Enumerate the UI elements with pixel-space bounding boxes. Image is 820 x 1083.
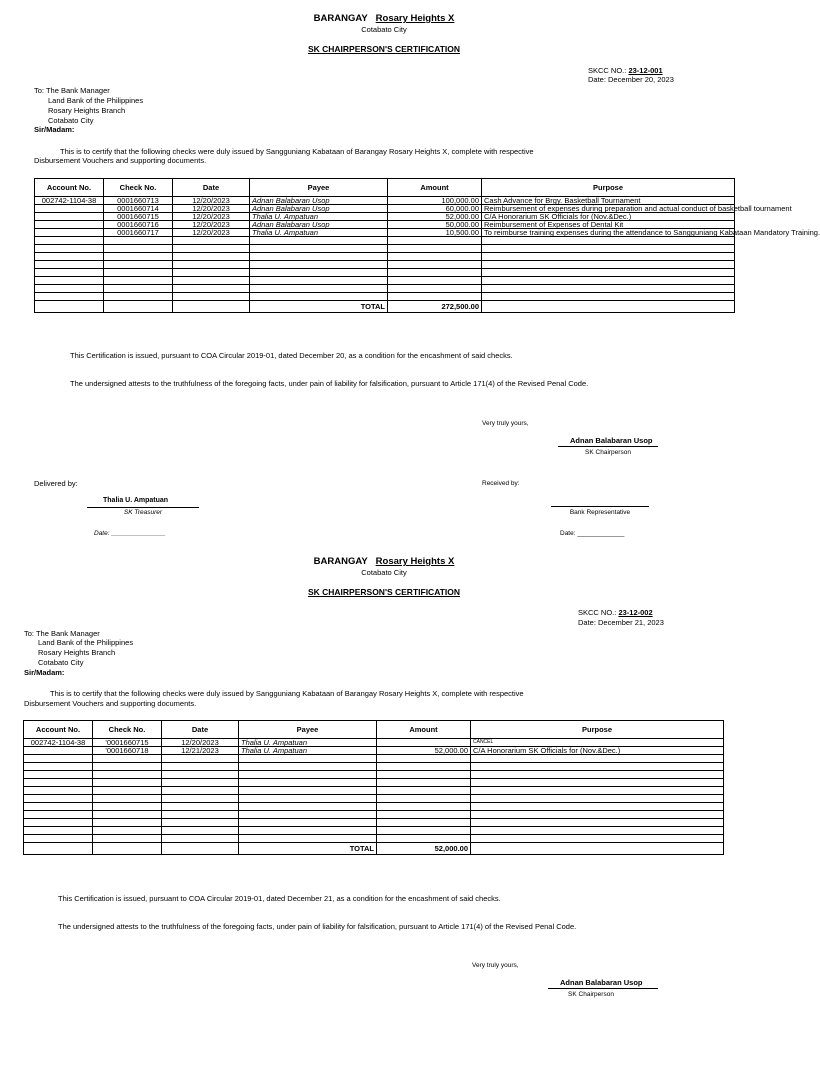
total-empty-cell <box>482 301 735 313</box>
signatory-name: Adnan Balabaran Usop <box>570 436 653 445</box>
address-city: Cotabato City <box>38 658 84 667</box>
cell-check-no <box>104 245 173 253</box>
cell-account-no <box>24 795 93 803</box>
address-branch: Rosary Heights Branch <box>38 648 116 657</box>
cell-amount: 60,000.00 <box>388 205 482 213</box>
cell-check-no <box>93 755 162 763</box>
certification-page-2 <box>0 543 768 1083</box>
table-header-row <box>24 721 724 739</box>
cell-account-no <box>35 285 104 293</box>
cell-check-no <box>93 787 162 795</box>
column-header-purpose: Purpose <box>471 721 724 739</box>
cell-date <box>173 253 250 261</box>
checks-table <box>34 178 820 313</box>
coa-paragraph: This Certification is issued, pursuant to COA Circular 2019-01, dated December 20, as a condition for the encashment of said checks. <box>70 351 513 360</box>
cell-check-no <box>93 811 162 819</box>
cell-purpose <box>471 787 724 795</box>
cell-purpose <box>471 779 724 787</box>
cell-check-no <box>93 835 162 843</box>
cell-account-no <box>35 245 104 253</box>
cell-date <box>173 261 250 269</box>
cell-payee: Adnan Balabaran Usop <box>250 205 388 213</box>
cell-amount: 52,000.00 <box>388 213 482 221</box>
cell-amount <box>377 787 471 795</box>
cell-check-no <box>93 763 162 771</box>
column-header-date: Date <box>173 179 250 197</box>
signatory-line <box>558 446 658 447</box>
treasurer-line <box>87 507 199 508</box>
cell-purpose <box>471 811 724 819</box>
cell-date <box>173 269 250 277</box>
salutation: Sir/Madam: <box>34 125 75 134</box>
certification-page-1 <box>0 0 820 540</box>
cell-amount <box>377 771 471 779</box>
cell-payee <box>239 771 377 779</box>
total-value: 272,500.00 <box>388 301 482 313</box>
cell-purpose <box>482 245 735 253</box>
cell-check-no: '0001660718 <box>93 747 162 755</box>
table-header-row <box>35 179 735 197</box>
table-row <box>24 795 724 803</box>
cell-purpose: Cash Advance for Brgy. Basketball Tournament <box>482 197 735 205</box>
column-header-account-no: Account No. <box>24 721 93 739</box>
total-empty-cell <box>104 301 173 313</box>
table-row <box>35 285 735 293</box>
cell-check-no <box>104 293 173 301</box>
total-empty-cell <box>93 843 162 855</box>
cell-account-no <box>35 205 104 213</box>
cell-purpose <box>471 819 724 827</box>
cell-date <box>173 285 250 293</box>
cell-payee <box>239 819 377 827</box>
cell-date <box>162 835 239 843</box>
cell-account-no <box>24 819 93 827</box>
certification-date: Date: December 21, 2023 <box>578 618 664 627</box>
cell-account-no <box>24 803 93 811</box>
skcc-number: SKCC NO.: 23-12-001 <box>588 66 663 75</box>
barangay-heading <box>0 556 768 567</box>
cell-account-no <box>24 771 93 779</box>
cell-amount <box>377 763 471 771</box>
intro-line-1: This is to certify that the following checks were duly issued by Sangguniang Kabataan of Barangay Rosary Heights X, complete with respective <box>50 689 524 698</box>
cell-purpose: To reimburse training expenses during the attendance to Sangguniang Kabataan Mandatory Training. <box>482 229 735 237</box>
salutation: Sir/Madam: <box>24 668 65 677</box>
cell-check-no <box>93 779 162 787</box>
cell-date <box>162 763 239 771</box>
intro-line-1: This is to certify that the following checks were duly issued by Sangguniang Kabataan of Barangay Rosary Heights X, complete with respective <box>60 147 534 156</box>
cell-amount <box>388 237 482 245</box>
attestation-paragraph: The undersigned attests to the truthfulness of the foregoing facts, under pain of liability for falsification, pursuant to Article 171(4) of the Revised Penal Code. <box>58 922 577 931</box>
cell-payee <box>250 277 388 285</box>
treasurer-role: SK Treasurer <box>123 509 163 516</box>
delivered-by-label: Delivered by: <box>34 479 78 488</box>
cell-date <box>173 293 250 301</box>
cell-date: 12/21/2023 <box>162 747 239 755</box>
cell-purpose <box>471 795 724 803</box>
total-label: TOTAL <box>239 843 377 855</box>
cell-account-no <box>24 755 93 763</box>
bank-rep-line <box>551 506 649 507</box>
city-subheading: Cotabato City <box>361 568 407 577</box>
cell-amount <box>388 253 482 261</box>
cell-account-no <box>35 237 104 245</box>
column-header-account-no: Account No. <box>35 179 104 197</box>
cell-account-no <box>35 221 104 229</box>
cell-amount: 100,000.00 <box>388 197 482 205</box>
barangay-heading <box>0 13 768 24</box>
cell-payee <box>250 261 388 269</box>
cell-payee <box>250 293 388 301</box>
cell-amount <box>377 819 471 827</box>
table-row <box>24 803 724 811</box>
closing-text: Very truly yours, <box>472 962 519 969</box>
cell-check-no <box>104 253 173 261</box>
received-date: Date: _____________ <box>560 530 625 537</box>
cell-account-no <box>35 213 104 221</box>
certification-title: SK CHAIRPERSON'S CERTIFICATION <box>307 44 461 54</box>
certification-date: Date: December 20, 2023 <box>588 75 674 84</box>
cell-purpose <box>471 755 724 763</box>
skcc-number: SKCC NO.: 23-12-002 <box>578 608 653 617</box>
cell-check-no: 0001660715 <box>104 213 173 221</box>
cell-amount: 52,000.00 <box>377 747 471 755</box>
cell-amount <box>388 293 482 301</box>
cell-payee: Thalia U. Ampatuan <box>250 229 388 237</box>
received-by-label: Received by: <box>482 480 520 487</box>
cell-check-no: 0001660716 <box>104 221 173 229</box>
cell-account-no <box>24 787 93 795</box>
table-row <box>24 755 724 763</box>
cell-purpose: C/A Honorarium SK Officials for (Nov.&Dec.) <box>471 747 724 755</box>
table-row <box>24 787 724 795</box>
cell-payee <box>239 827 377 835</box>
barangay-name: Rosary Heights X <box>375 13 455 24</box>
table-row <box>24 763 724 771</box>
cell-amount <box>377 795 471 803</box>
cell-purpose <box>482 237 735 245</box>
cell-date: 12/20/2023 <box>173 213 250 221</box>
barangay-label: BARANGAY <box>313 556 368 567</box>
cell-amount <box>388 269 482 277</box>
column-header-purpose: Purpose <box>482 179 735 197</box>
cell-date <box>162 819 239 827</box>
cell-payee <box>239 835 377 843</box>
total-empty-cell <box>173 301 250 313</box>
cell-check-no <box>93 803 162 811</box>
cell-date <box>162 803 239 811</box>
table-row <box>24 835 724 843</box>
address-to: To: The Bank Manager <box>24 629 100 638</box>
cell-check-no <box>104 237 173 245</box>
address-branch: Rosary Heights Branch <box>48 106 126 115</box>
cell-account-no: 002742-1104-38 <box>24 739 93 747</box>
cell-purpose: Reimbursement of expenses during preparation and actual conduct of basketball tournament <box>482 205 735 213</box>
cell-date: 12/20/2023 <box>173 221 250 229</box>
cell-amount <box>377 811 471 819</box>
cell-payee <box>239 811 377 819</box>
cell-amount <box>388 285 482 293</box>
cell-amount <box>388 245 482 253</box>
total-empty-cell <box>162 843 239 855</box>
city-subheading: Cotabato City <box>361 25 407 34</box>
cell-check-no <box>93 771 162 779</box>
total-empty-cell <box>471 843 724 855</box>
table-row <box>35 253 735 261</box>
cell-purpose: Reimbursement of Expenses of Dental Kit <box>482 221 735 229</box>
cell-check-no: 0001660714 <box>104 205 173 213</box>
table-row <box>35 245 735 253</box>
cell-account-no <box>35 277 104 285</box>
cell-amount <box>377 803 471 811</box>
signatory-role: SK Chairperson <box>568 991 614 998</box>
cell-amount <box>377 779 471 787</box>
checks-table <box>23 720 724 855</box>
column-header-amount: Amount <box>377 721 471 739</box>
cell-account-no <box>24 779 93 787</box>
cell-purpose: C/A Honorarium SK Officials for (Nov.&Dec.) <box>482 213 735 221</box>
table-row <box>35 277 735 285</box>
total-empty-cell <box>24 843 93 855</box>
closing-text: Very truly yours, <box>482 420 529 427</box>
cell-amount <box>388 277 482 285</box>
cell-check-no <box>104 285 173 293</box>
address-bank: Land Bank of the Philippines <box>48 96 144 105</box>
cell-check-no: 0001660717 <box>104 229 173 237</box>
cell-account-no <box>35 261 104 269</box>
treasurer-name: Thalia U. Ampatuan <box>103 497 169 504</box>
cell-payee <box>250 269 388 277</box>
table-row <box>24 819 724 827</box>
cell-date: 12/20/2023 <box>173 205 250 213</box>
cell-check-no <box>93 819 162 827</box>
cell-date <box>162 827 239 835</box>
cell-amount: 10,500.00 <box>388 229 482 237</box>
cell-payee <box>239 787 377 795</box>
cell-payee <box>250 245 388 253</box>
table-row <box>35 261 735 269</box>
cell-amount <box>377 827 471 835</box>
cell-payee <box>250 285 388 293</box>
table-row <box>24 779 724 787</box>
column-header-amount: Amount <box>388 179 482 197</box>
coa-paragraph: This Certification is issued, pursuant to COA Circular 2019-01, dated December 21, as a condition for the encashment of said checks. <box>58 894 501 903</box>
cell-payee: Thalia U. Ampatuan <box>239 739 377 747</box>
cell-account-no <box>24 811 93 819</box>
cell-date <box>162 795 239 803</box>
signatory-role: SK Chairperson <box>585 449 631 456</box>
cell-check-no <box>104 261 173 269</box>
cell-payee <box>239 779 377 787</box>
cell-payee <box>250 253 388 261</box>
column-header-check-no: Check No. <box>93 721 162 739</box>
cell-date: 12/20/2023 <box>173 229 250 237</box>
cell-payee <box>250 237 388 245</box>
cell-purpose <box>482 285 735 293</box>
barangay-label: BARANGAY <box>313 13 368 24</box>
cell-date <box>173 245 250 253</box>
cell-check-no <box>104 277 173 285</box>
cell-date: 12/20/2023 <box>173 197 250 205</box>
cell-payee: Adnan Balabaran Usop <box>250 197 388 205</box>
total-empty-cell <box>35 301 104 313</box>
cell-account-no <box>24 763 93 771</box>
cell-date <box>162 811 239 819</box>
table-row <box>35 237 735 245</box>
cell-account-no: 002742-1104-38 <box>35 197 104 205</box>
total-label: TOTAL <box>250 301 388 313</box>
cell-purpose <box>482 293 735 301</box>
cell-payee: Thalia U. Ampatuan <box>239 747 377 755</box>
cell-check-no <box>104 269 173 277</box>
cell-date: 12/20/2023 <box>162 739 239 747</box>
cell-purpose <box>482 269 735 277</box>
cell-amount <box>377 755 471 763</box>
cell-account-no <box>35 293 104 301</box>
table-row <box>35 229 735 237</box>
certification-title: SK CHAIRPERSON'S CERTIFICATION <box>307 587 461 597</box>
table-row <box>35 269 735 277</box>
cell-purpose <box>482 261 735 269</box>
table-row <box>24 747 724 755</box>
bank-rep-role: Bank Representative <box>569 509 631 516</box>
cell-check-no: 0001660713 <box>104 197 173 205</box>
cell-date <box>162 771 239 779</box>
cell-date <box>162 787 239 795</box>
intro-line-2: Disbursement Vouchers and supporting documents. <box>24 699 197 708</box>
cell-payee <box>239 803 377 811</box>
address-to: To: The Bank Manager <box>34 86 110 95</box>
cell-purpose <box>482 253 735 261</box>
cell-amount <box>388 261 482 269</box>
cell-amount <box>377 835 471 843</box>
column-header-payee: Payee <box>250 179 388 197</box>
total-value: 52,000.00 <box>377 843 471 855</box>
table-row <box>24 771 724 779</box>
table-row <box>35 293 735 301</box>
cell-date <box>162 779 239 787</box>
cell-payee <box>239 755 377 763</box>
column-header-payee: Payee <box>239 721 377 739</box>
total-row <box>24 843 724 855</box>
cell-account-no <box>24 835 93 843</box>
total-row <box>35 301 735 313</box>
cell-check-no: '0001660715 <box>93 739 162 747</box>
cell-purpose <box>471 771 724 779</box>
signatory-name: Adnan Balabaran Usop <box>560 978 643 987</box>
column-header-check-no: Check No. <box>104 179 173 197</box>
column-header-date: Date <box>162 721 239 739</box>
cell-date <box>162 755 239 763</box>
cell-check-no <box>93 827 162 835</box>
cell-payee <box>239 763 377 771</box>
attestation-paragraph: The undersigned attests to the truthfulness of the foregoing facts, under pain of liability for falsification, pursuant to Article 171(4) of the Revised Penal Code. <box>70 379 589 388</box>
signatory-line <box>548 988 658 989</box>
cell-purpose <box>471 803 724 811</box>
cell-account-no <box>35 253 104 261</box>
cell-date <box>173 237 250 245</box>
cell-account-no <box>24 747 93 755</box>
barangay-name: Rosary Heights X <box>375 556 455 567</box>
cell-purpose <box>471 835 724 843</box>
cell-purpose <box>471 763 724 771</box>
cell-account-no <box>35 229 104 237</box>
cell-purpose <box>482 277 735 285</box>
cell-payee: Thalia U. Ampatuan <box>250 213 388 221</box>
cell-purpose: CANCEL <box>471 739 724 747</box>
cell-date <box>173 277 250 285</box>
cell-amount: 50,000.00 <box>388 221 482 229</box>
delivered-date: Date: _______________ <box>94 530 166 537</box>
cell-account-no <box>35 269 104 277</box>
table-row <box>24 827 724 835</box>
table-row <box>24 811 724 819</box>
cell-payee <box>239 795 377 803</box>
address-bank: Land Bank of the Philippines <box>38 638 134 647</box>
cell-purpose <box>471 827 724 835</box>
cell-account-no <box>24 827 93 835</box>
address-city: Cotabato City <box>48 116 94 125</box>
cell-payee: Adnan Balabaran Usop <box>250 221 388 229</box>
intro-line-2: Disbursement Vouchers and supporting documents. <box>34 156 207 165</box>
cell-check-no <box>93 795 162 803</box>
